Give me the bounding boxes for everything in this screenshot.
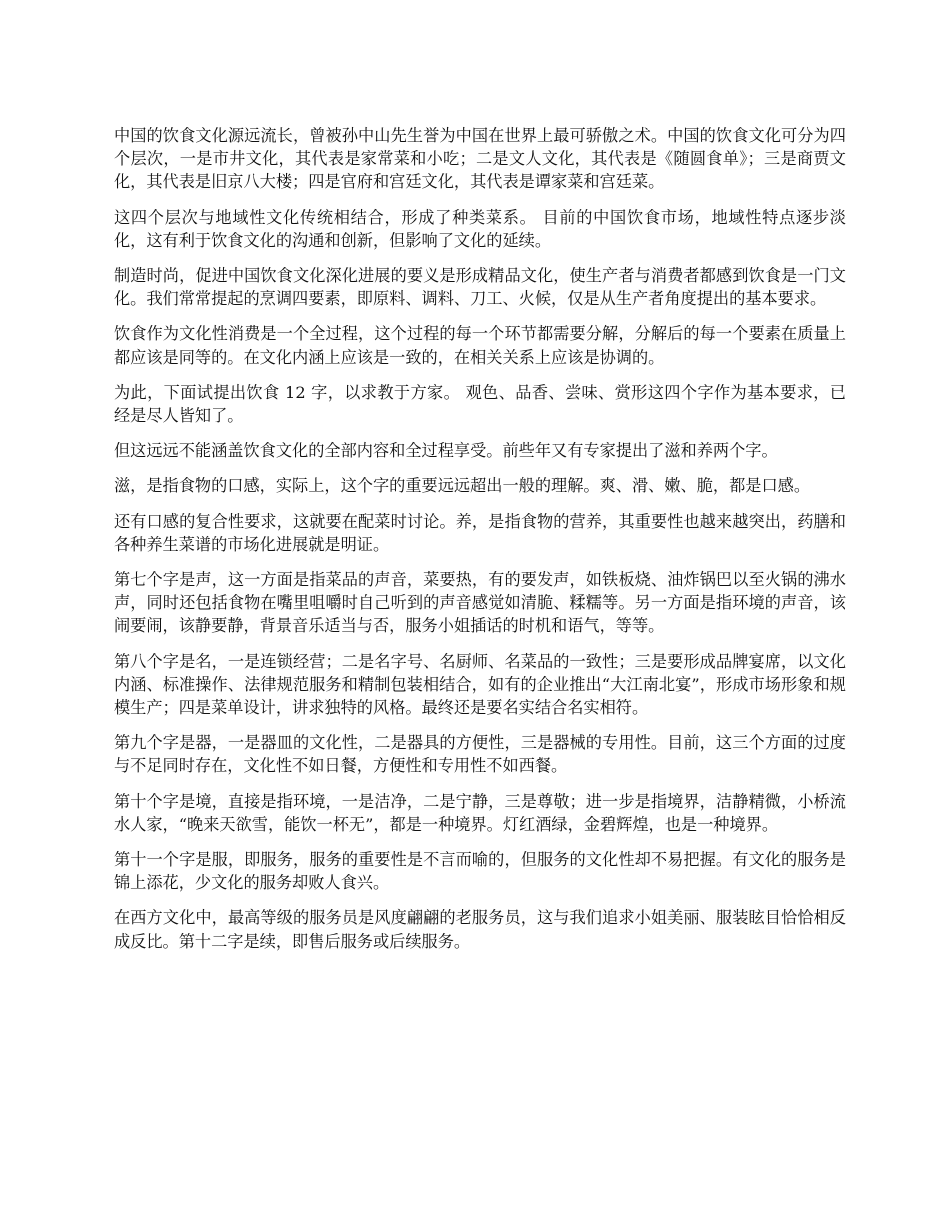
paragraph: 第十个字是境，直接是指环境，一是洁净，二是宁静，三是尊敬；进一步是指境界，洁静精微，小桥流水人家，“晚来天欲雪，能饮一杯无”，都是一种境界。灯红酒绿，金碧辉煌，也是一种境界。 bbox=[114, 791, 846, 834]
paragraph: 第十一个字是服，即服务，服务的重要性是不言而喻的，但服务的文化性却不易把握。有文化的服务是锦上添花，少文化的服务却败人食兴。 bbox=[114, 850, 846, 893]
paragraph: 在西方文化中，最高等级的服务员是风度翩翩的老服务员，这与我们追求小姐美丽、服装眩目恰恰相反成反比。第十二字是续，即售后服务或后续服务。 bbox=[114, 908, 846, 951]
paragraph: 为此，下面试提出饮食 12 字，以求教于方家。 观色、品香、尝味、赏形这四个字作为基本要求，已经是尽人皆知了。 bbox=[114, 382, 846, 426]
paragraph: 但这远远不能涵盖饮食文化的全部内容和全过程享受。前些年又有专家提出了滋和养两个字。 bbox=[114, 441, 778, 461]
paragraph: 中国的饮食文化源远流长，曾被孙中山先生誉为中国在世界上最可骄傲之术。中国的饮食文化可分为四个层次，一是市井文化，其代表是家常菜和小吃；二是文人文化，其代表是《随圆食单》；三是商贾文化，其代表是旧京八大楼；四是官府和宫廷文化，其代表是谭家菜和宫廷菜。 bbox=[114, 126, 846, 192]
paragraph: 这四个层次与地域性文化传统相结合，形成了种类菜系。 目前的中国饮食市场，地域性特点逐步淡化，这有利于饮食文化的沟通和创新，但影响了文化的延续。 bbox=[114, 207, 846, 250]
paragraph: 滋，是指食物的口感，实际上，这个字的重要远远超出一般的理解。爽、滑、嫩、脆，都是口感。 bbox=[114, 476, 811, 496]
paragraph: 饮食作为文化性消费是一个全过程，这个过程的每一个环节都需要分解，分解后的每一个要素在质量上都应该是同等的。在文化内涵上应该是一致的，在相关关系上应该是协调的。 bbox=[114, 324, 846, 367]
paragraph: 制造时尚，促进中国饮食文化深化进展的要义是形成精品文化，使生产者与消费者都感到饮食是一门文化。我们常常提起的烹调四要素，即原料、调料、刀工、火候，仅是从生产者角度提出的基本要求。 bbox=[114, 266, 846, 309]
paragraph: 第九个字是器，一是器皿的文化性，二是器具的方便性，三是器械的专用性。目前，这三个方面的过度与不足同时存在，文化性不如日餐，方便性和专用性不如西餐。 bbox=[114, 733, 846, 776]
paragraph: 第八个字是名，一是连锁经营；二是名字号、名厨师、名菜品的一致性；三是要形成品牌宴席，以文化内涵、标准操作、法律规范服务和精制包装相结合，如有的企业推出“大江南北宴”，形成市场形象和规模生产；四是菜单设计，讲求独特的风格。最终还是要名实结合名实相符。 bbox=[114, 651, 846, 718]
paragraph: 还有口感的复合性要求，这就要在配菜时讨论。养，是指食物的营养，其重要性也越来越突出，药膳和各种养生菜谱的市场化进展就是明证。 bbox=[114, 511, 846, 554]
paragraph: 第七个字是声，这一方面是指菜品的声音，菜要热，有的要发声，如铁板烧、油炸锅巴以至火锅的沸水声，同时还包括食物在嘴里咀嚼时自己听到的声音感觉如清脆、糅糯等。另一方面是指环境的声音，该闹要闹，该静要静，背景音乐适当与否，服务小姐插话的时机和语气，等等。 bbox=[114, 570, 846, 636]
document-page bbox=[114, 124, 846, 965]
